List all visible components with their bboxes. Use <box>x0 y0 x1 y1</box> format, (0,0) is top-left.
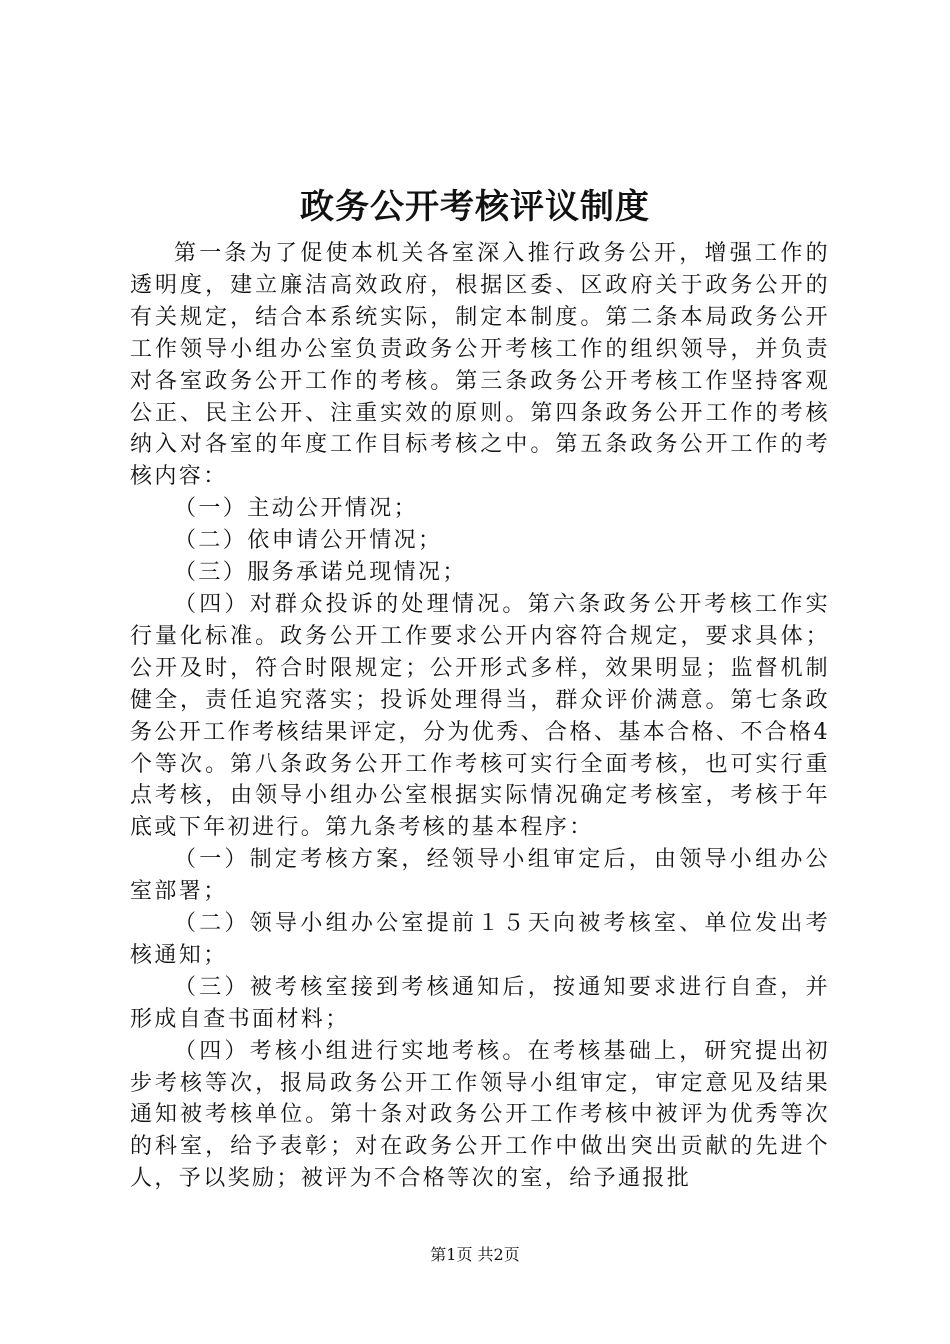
document-title: 政务公开考核评议制度 <box>300 187 650 227</box>
paragraph-2: （一）主动公开情况； <box>174 496 419 522</box>
page-number-footer: 第1页 共2页 <box>430 1245 520 1264</box>
paragraph-8: （三）被考核室接到考核通知后，按通知要求进行自查，并形成自查书面材料； <box>130 974 830 1032</box>
document-body <box>130 238 830 1195</box>
paragraph-6: （一）制定考核方案，经领导小组审定后，由领导小组办公室部署； <box>130 847 830 905</box>
paragraph-9: （四）考核小组进行实地考核。在考核基础上，研究提出初步考核等次，报局政务公开工作领导小组审定，审定意见及结果通知被考核单位。第十条对政务公开工作考核中被评为优秀等次的科室，给予表彰；对在政务公开工作中做出突出贡献的先进个人，予以奖励；被评为不合格等次的室，给予通报批 <box>130 1038 830 1192</box>
paragraph-5: （四）对群众投诉的处理情况。第六条政务公开考核工作实行量化标准。政务公开工作要求公开内容符合规定，要求具体；公开及时，符合时限规定；公开形式多样，效果明显；监督机制健全，责任追究落实；投诉处理得当，群众评价满意。第七条政务公开工作考核结果评定，分为优秀、合格、基本合格、不合格4个等次。第八条政务公开工作考核可实行全面考核，也可实行重点考核，由领导小组办公室根据实际情况确定考核室，考核于年底或下年初进行。第九条考核的基本程序： <box>130 591 830 841</box>
paragraph-7: （二）领导小组办公室提前１５天向被考核室、单位发出考核通知； <box>130 911 830 968</box>
paragraph-1: 第一条为了促使本机关各室深入推行政务公开，增强工作的透明度，建立廉洁高效政府，根据区委、区政府关于政务公开的有关规定，结合本系统实际，制定本制度。第二条本局政务公开工作领导小组办公室负责政务公开考核工作的组织领导，并负责对各室政务公开工作的考核。第三条政务公开考核工作坚持客观公正、民主公开、注重实效的原则。第四条政务公开工作的考核纳入对各室的年度工作目标考核之中。第五条政务公开工作的考核内容： <box>130 241 830 490</box>
paragraph-4: （三）服务承诺兑现情况； <box>174 560 467 586</box>
paragraph-3: （二）依申请公开情况； <box>174 528 443 554</box>
